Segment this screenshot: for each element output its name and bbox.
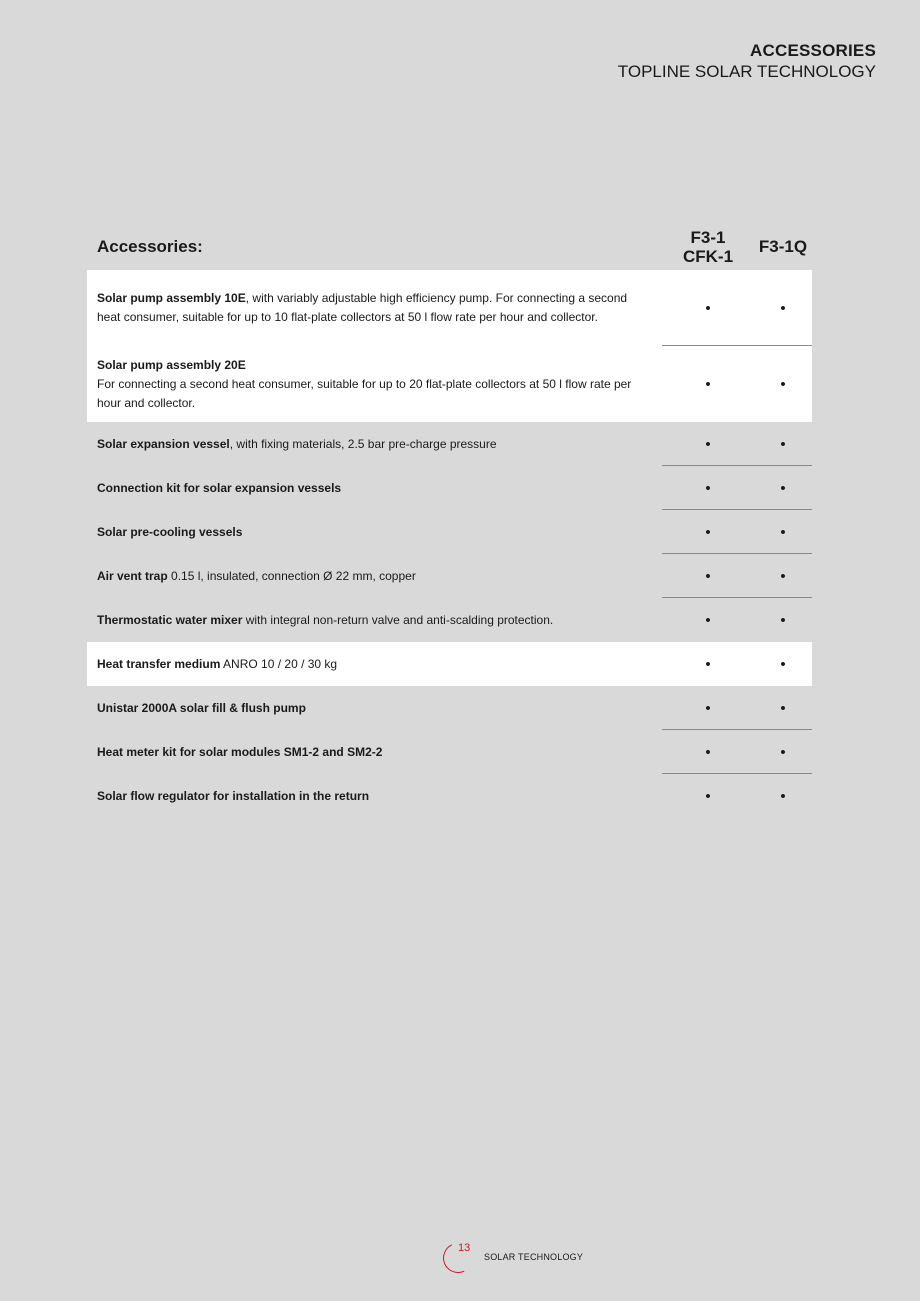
availability-f3-1: • [705,743,711,761]
row-name: Solar pre-cooling vessels [97,524,243,539]
availability-f3-1q: • [780,699,786,717]
availability-f3-1: • [705,375,711,393]
column-header-line2: CFK-1 [682,247,734,266]
availability-f3-1q: • [780,787,786,805]
availability-f3-1q: • [780,479,786,497]
row-detail: , with fixing materials, 2.5 bar pre-charge pressure [229,436,497,451]
column-header-f3-1 [662,228,754,266]
row-description [87,356,662,413]
table-row [87,598,812,642]
availability-f3-1q: • [780,655,786,673]
availability-f3-1: • [705,699,711,717]
availability-f3-1q: • [780,743,786,761]
row-name: Solar pump assembly 10E [97,291,246,305]
table-title: Accessories: [97,237,203,256]
row-name: Air vent trap [97,568,168,583]
row-description [87,787,662,806]
table-row [87,642,812,686]
page-title: ACCESSORIES [750,41,876,60]
footer-section-label: SOLAR TECHNOLOGY [484,1252,584,1262]
row-name: Solar pump assembly 20E [97,357,246,372]
row-description [87,611,662,630]
column-header-line1: F3-1 [690,228,726,247]
page-number: 13 [458,1242,471,1254]
row-description [87,479,662,498]
table-row [87,422,812,466]
row-name: Solar expansion vessel [97,436,230,451]
availability-f3-1q: • [780,435,786,453]
availability-f3-1q: • [780,375,786,393]
availability-f3-1q: • [780,299,786,317]
row-detail: with integral non-return valve and anti-scalding protection. [242,612,554,627]
column-header-f3-1q: F3-1Q [758,237,808,256]
page-header [618,40,876,83]
accessories-table [87,226,812,818]
availability-f3-1: • [705,435,711,453]
availability-f3-1q: • [780,611,786,629]
row-description [87,699,662,718]
row-detail: , with variably adjustable high efficiency pump. For connecting a second heat consumer, suitable for up to 10 flat-plate collectors at 50 l flow rate per hour and collector. [97,291,628,324]
availability-f3-1q: • [780,567,786,585]
table-row [87,466,812,510]
row-name: Unistar 2000A solar fill & flush pump [97,700,306,715]
table-row [87,774,812,818]
row-description [87,567,662,586]
row-description [87,655,662,674]
row-description [87,435,662,454]
availability-f3-1: • [705,567,711,585]
row-name: Thermostatic water mixer [97,612,243,627]
row-name: Solar flow regulator for installation in the return [97,788,370,803]
availability-f3-1: • [705,523,711,541]
row-detail: 0.15 l, insulated, connection Ø 22 mm, copper [167,568,416,583]
table-row [87,510,812,554]
availability-f3-1q: • [780,523,786,541]
availability-f3-1: • [705,479,711,497]
table-row [87,686,812,730]
row-description [87,523,662,542]
row-description [87,743,662,762]
row-detail: For connecting a second heat consumer, suitable for up to 20 flat-plate collectors at 50 l flow rate per hour and collector. [97,376,632,410]
row-name: Heat transfer medium [97,656,221,671]
availability-f3-1: • [705,299,711,317]
row-name: Heat meter kit for solar modules SM1-2 and SM2-2 [97,744,383,759]
row-description [87,289,662,327]
page-footer [0,1238,920,1278]
row-name: Connection kit for solar expansion vessels [97,480,342,495]
table-row [87,346,812,422]
table-row [87,270,812,346]
availability-f3-1: • [705,787,711,805]
table-row [87,554,812,598]
page-subtitle: TOPLINE SOLAR TECHNOLOGY [617,62,876,81]
table-row [87,730,812,774]
row-detail: ANRO 10 / 20 / 30 kg [220,656,338,671]
availability-f3-1: • [705,611,711,629]
availability-f3-1: • [705,655,711,673]
table-header [87,226,812,270]
